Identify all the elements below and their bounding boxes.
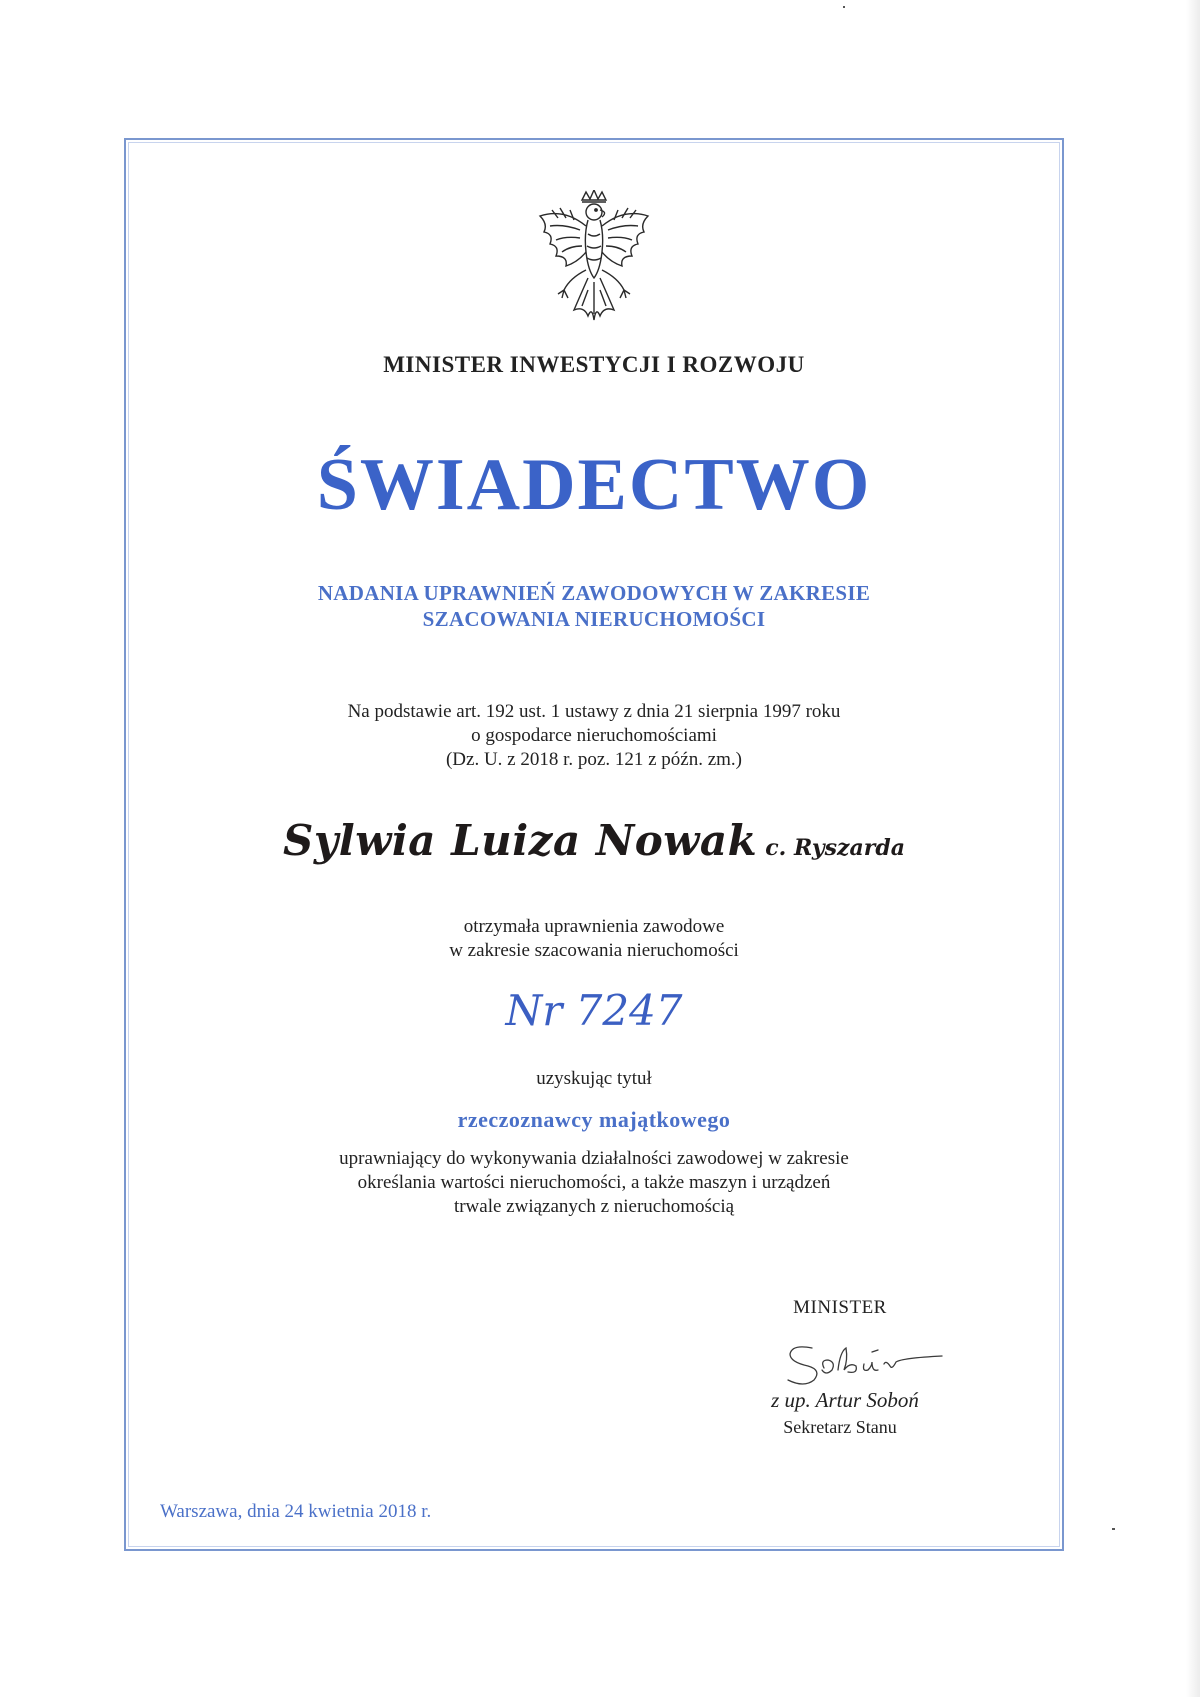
profession-title: rzeczoznawcy majątkowego — [457, 1107, 731, 1132]
holder-father-name: c. Ryszarda — [765, 835, 905, 861]
subtitle-line-2: SZACOWANIA NIERUCHOMOŚCI — [422, 607, 766, 631]
grant-line-1: otrzymała uprawnienia zawodowe — [463, 916, 725, 937]
certificate-holder — [124, 816, 1064, 865]
scope-line-2: określania wartości nieruchomości, a także maszyn i urządzeń — [357, 1172, 831, 1193]
polish-eagle-emblem-icon — [530, 190, 658, 326]
scan-speck — [843, 6, 845, 8]
scope-line-3: trwale związanych z nieruchomością — [453, 1196, 735, 1217]
issuing-authority: MINISTER INWESTYCJI I ROZWOJU — [383, 352, 805, 377]
subtitle-line-1: NADANIA UPRAWNIEŃ ZAWODOWYCH W ZAKRESIE — [317, 581, 871, 605]
legal-basis-line-1: Na podstawie art. 192 ust. 1 ustawy z dnia 21 sierpnia 1997 roku — [347, 701, 841, 722]
legal-basis-line-2: o gospodarce nieruchomościami — [471, 725, 717, 746]
certificate-title: ŚWIADECTWO — [316, 444, 872, 526]
place-and-date: Warszawa, dnia 24 kwietnia 2018 r. — [160, 1501, 432, 1522]
signatory-name: z up. Artur Soboń — [771, 1388, 919, 1412]
signatory-office: MINISTER — [793, 1297, 887, 1318]
scan-speck — [1112, 1528, 1115, 1530]
grant-statement — [124, 915, 1064, 963]
signatory-role: Sekretarz Stanu — [783, 1417, 897, 1437]
scope-statement — [124, 1147, 1064, 1219]
page-edge-shadow — [1186, 0, 1200, 1697]
handwritten-signature — [782, 1330, 952, 1392]
certificate-number: Nr 7247 — [505, 986, 683, 1035]
scope-line-1: uprawniający do wykonywania działalności zawodowej w zakresie — [339, 1148, 849, 1169]
legal-basis — [124, 700, 1064, 772]
gaining-title-text: uzyskując tytuł — [536, 1068, 652, 1089]
legal-basis-line-3: (Dz. U. z 2018 r. poz. 121 z późn. zm.) — [445, 749, 742, 770]
holder-name: Sylwia Luiza Nowak — [283, 816, 758, 865]
certificate-subtitle — [124, 580, 1064, 632]
grant-line-2: w zakresie szacowania nieruchomości — [449, 940, 739, 961]
